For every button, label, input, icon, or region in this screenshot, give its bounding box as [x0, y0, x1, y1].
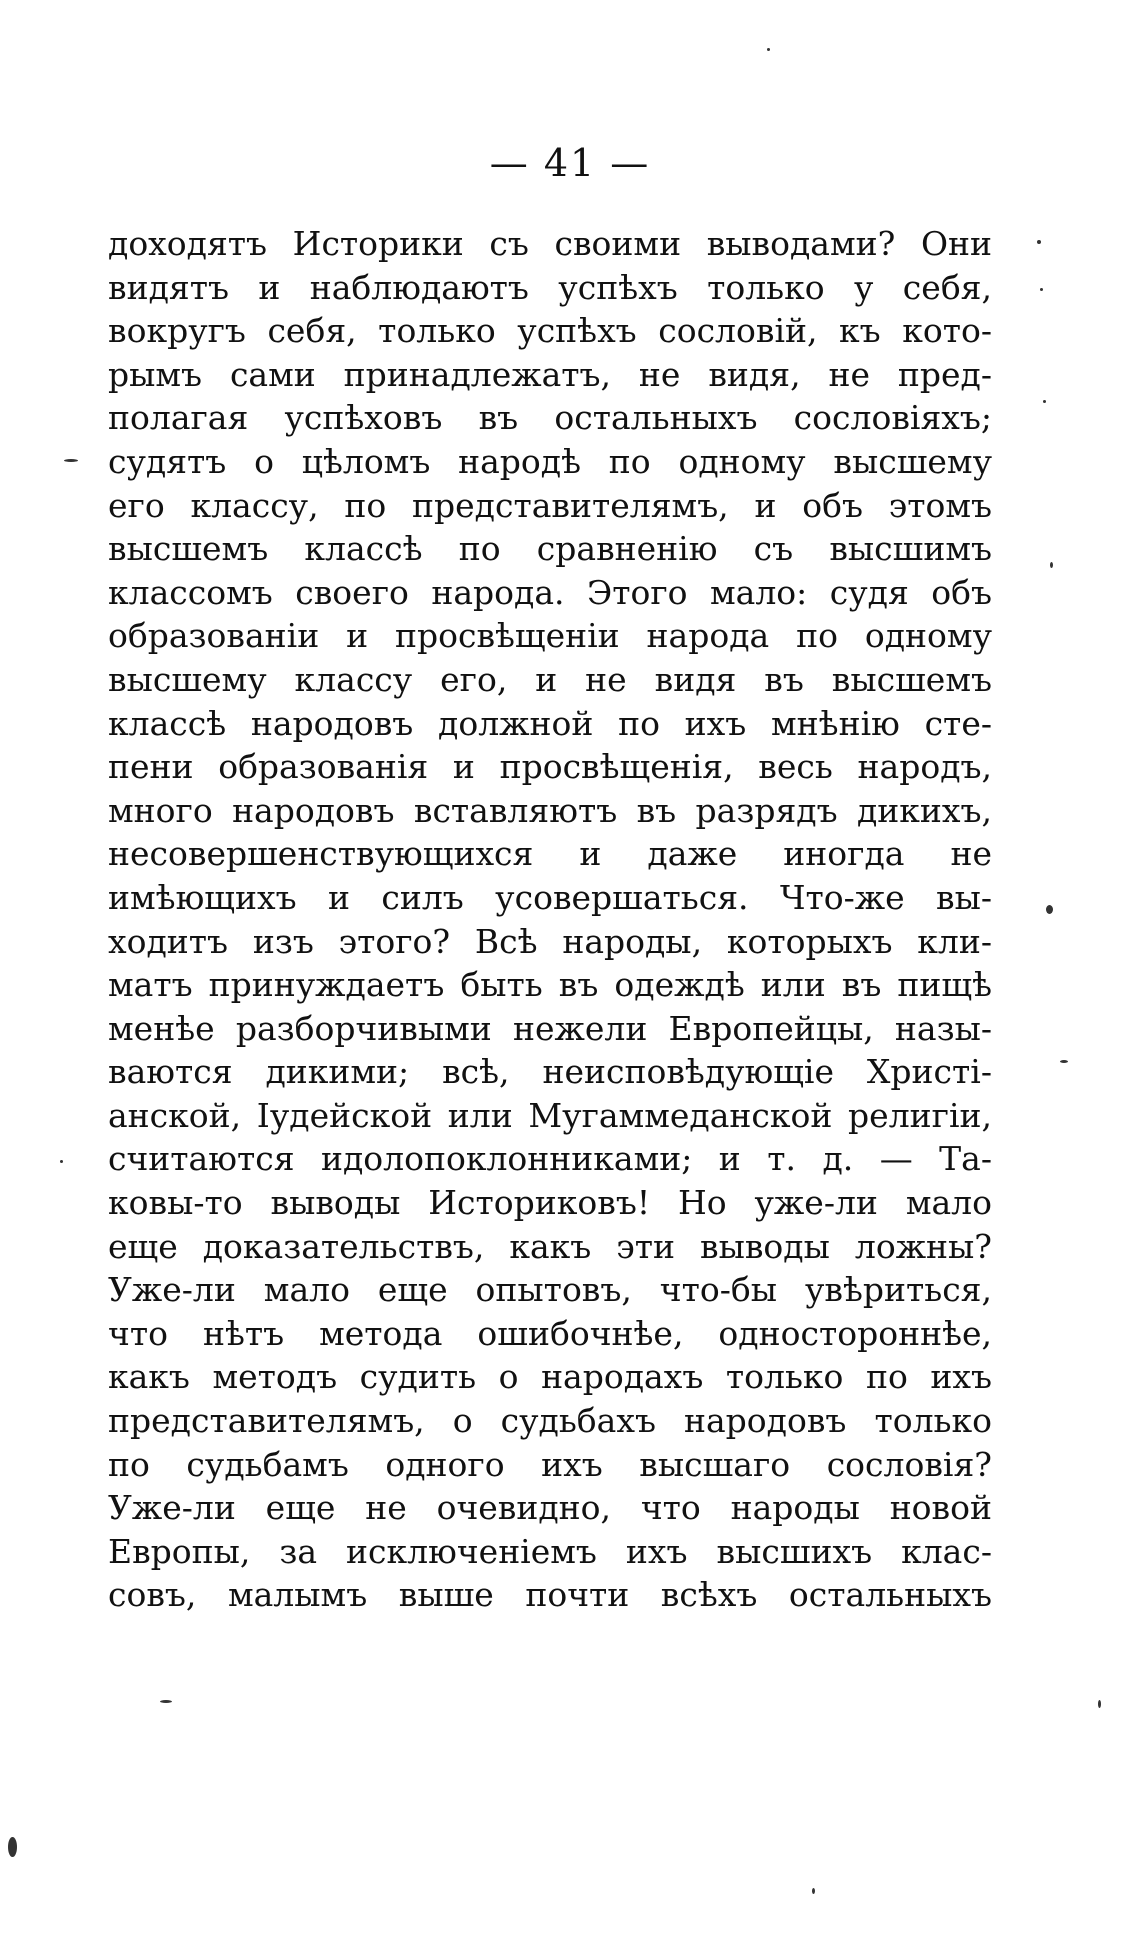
text-line: много народовъ вставляютъ въ разрядъ дикихъ, — [108, 790, 992, 830]
text-line: рымъ сами принадлежатъ, не видя, не пред- — [108, 354, 992, 394]
text-line: классомъ своего народа. Этого мало: судя объ — [108, 572, 992, 612]
text-line: полагая успѣховъ въ остальныхъ сословіяхъ; — [108, 398, 992, 438]
text-line: считаются идолопоклонниками; и т. д. — Та- — [108, 1139, 992, 1179]
text-line: его классу, по представителямъ, и объ этомъ — [108, 485, 992, 525]
text-line: представителямъ, о судьбахъ народовъ только — [108, 1401, 992, 1441]
scan-speck — [1050, 562, 1053, 568]
text-line: ковы-то выводы Историковъ! Но уже-ли мало — [108, 1183, 992, 1223]
scan-speck — [1040, 288, 1043, 291]
page-number: — 41 — — [489, 141, 651, 185]
scan-speck — [8, 1837, 17, 1857]
text-line: высшемъ классѣ по сравненію съ высшимъ — [108, 529, 992, 569]
body-text — [108, 222, 992, 1617]
scan-speck — [767, 48, 770, 51]
text-line: образованіи и просвѣщеніи народа по одному — [108, 616, 992, 656]
text-line: несовершенствующихся и даже иногда не — [108, 834, 992, 874]
scan-speck — [1098, 1700, 1101, 1708]
text-line: по судьбамъ одного ихъ высшаго сословія? — [108, 1444, 992, 1484]
text-line: совъ, малымъ выше почти всѣхъ остальныхъ — [108, 1575, 992, 1615]
text-line: ваются дикими; всѣ, неисповѣдующіе Христі- — [108, 1052, 992, 1092]
text-line: ходитъ изъ этого? Всѣ народы, которыхъ кли- — [108, 921, 992, 961]
scan-speck — [1046, 905, 1053, 914]
text-line: какъ методъ судить о народахъ только по ихъ — [108, 1357, 992, 1397]
text-line: матъ принуждаетъ быть въ одеждѣ или въ пищѣ — [108, 965, 992, 1005]
scan-speck — [60, 1160, 63, 1163]
scan-speck — [64, 459, 78, 462]
scan-speck — [1043, 400, 1046, 403]
text-line: Уже-ли еще не очевидно, что народы новой — [108, 1488, 992, 1528]
text-line: имѣющихъ и силъ усовершаться. Что-же вы- — [108, 877, 992, 917]
text-line: доходятъ Историки съ своими выводами? Они — [108, 224, 992, 263]
text-line: классѣ народовъ должной по ихъ мнѣнію сте- — [108, 703, 992, 743]
text-line: высшему классу его, и не видя въ высшемъ — [108, 659, 992, 699]
text-line: менѣе разборчивыми нежели Европейцы, назы- — [108, 1008, 992, 1048]
text-line: еще доказательствъ, какъ эти выводы ложны? — [108, 1226, 992, 1266]
text-line: анской, Іудейской или Мугаммеданской религіи, — [108, 1095, 992, 1135]
text-line: Европы, за исключеніемъ ихъ высшихъ клас- — [108, 1531, 992, 1571]
text-line: пени образованія и просвѣщенія, весь народъ, — [108, 747, 992, 787]
scan-speck — [160, 1700, 172, 1703]
scan-speck — [1037, 240, 1041, 244]
scan-speck — [1060, 1060, 1068, 1063]
text-line: Уже-ли мало еще опытовъ, что-бы увѣриться, — [108, 1270, 992, 1310]
text-line: судятъ о цѣломъ народѣ по одному высшему — [108, 441, 992, 481]
text-line: вокругъ себя, только успѣхъ сословій, къ кото- — [108, 311, 992, 351]
text-line: что нѣтъ метода ошибочнѣе, одностороннѣе, — [108, 1313, 992, 1353]
text-line: видятъ и наблюдаютъ успѣхъ только у себя, — [108, 267, 992, 307]
scan-speck — [812, 1888, 815, 1894]
